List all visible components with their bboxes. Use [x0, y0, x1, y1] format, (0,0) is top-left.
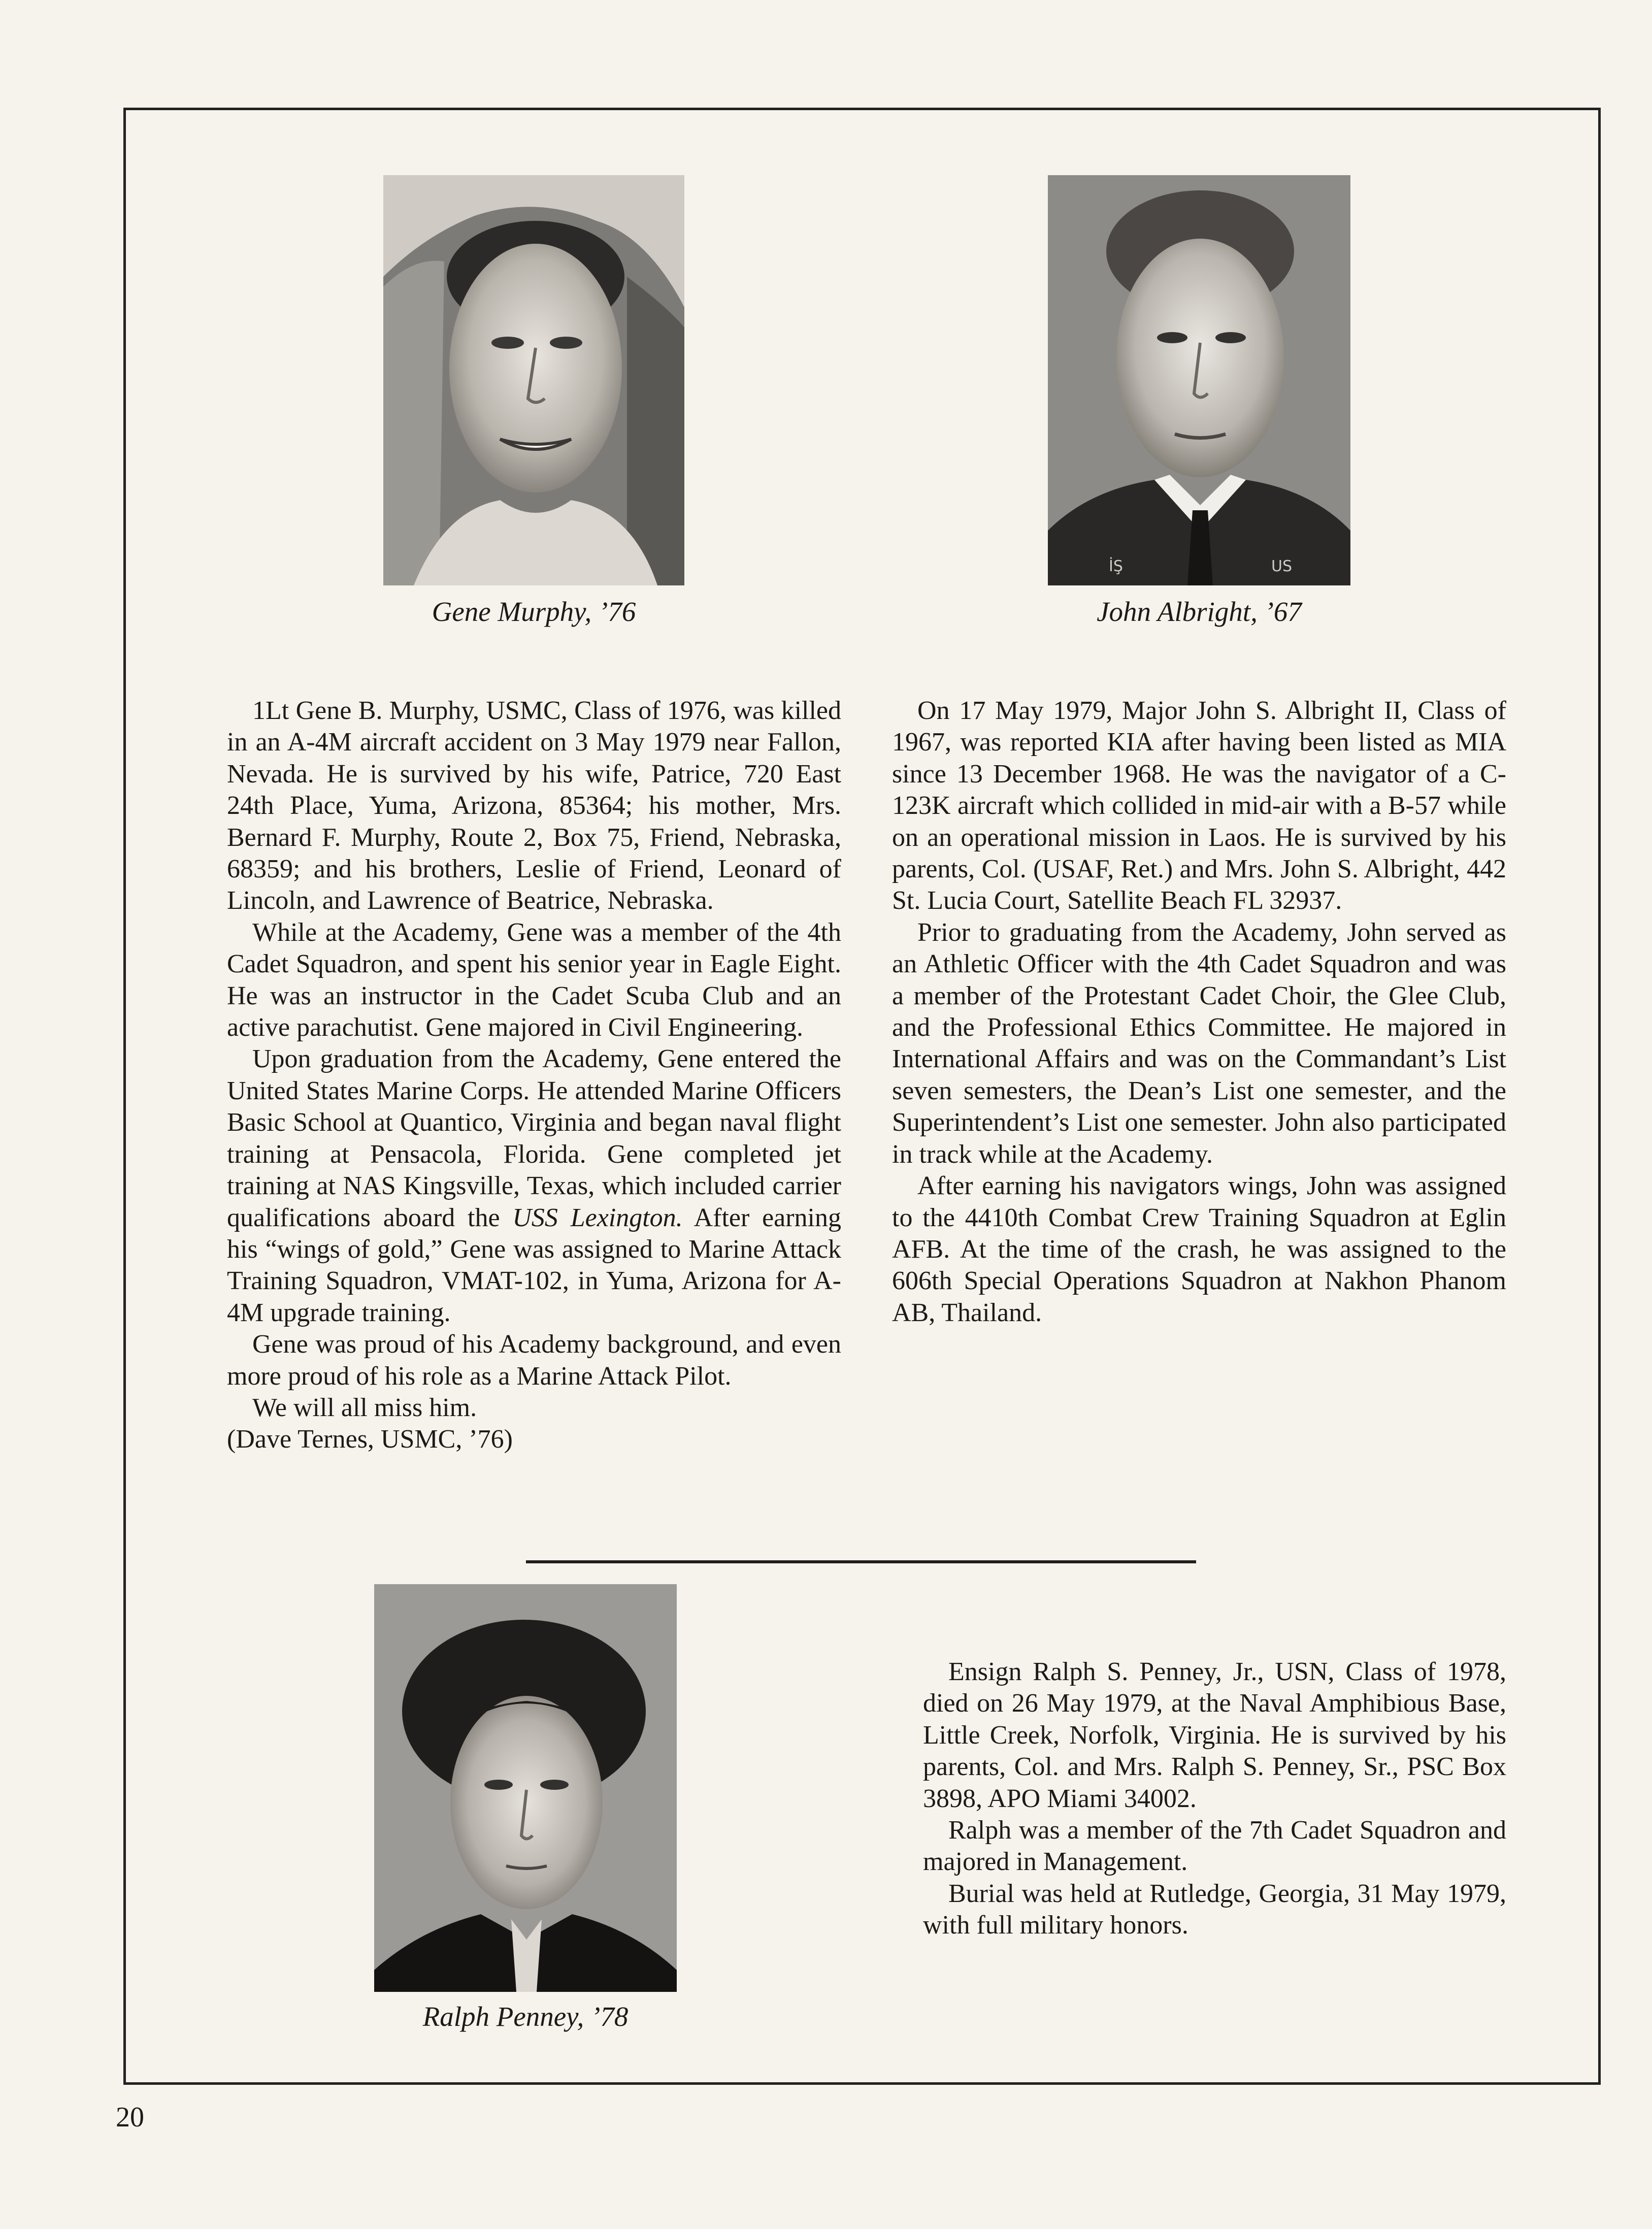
paragraph	[227, 1043, 841, 1329]
collar-insignia-left: İŞ	[1109, 558, 1123, 575]
paragraph: 1Lt Gene B. Murphy, USMC, Class of 1976, was killed in an A-4M aircraft accident on 3 May 1979 near Fallon, Nevada. He is survived by his wife, Patrice, 720 East 24th Place, Yuma, Arizona, 85364; his mother, Mrs. Bernard F. Murphy, Route 2, Box 75, Friend, Nebraska, 68359; and his brothers, Leslie of Friend, Leonard of Lincoln, and Lawrence of Beatrice, Nebraska.	[227, 696, 841, 915]
portrait-photo-john-albright	[1048, 175, 1350, 585]
article-body-john-albright	[892, 695, 1506, 1329]
paragraph: Prior to graduating from the Academy, John served as an Athletic Officer with the 4th Cadet Squadron and was a member of the Protestant Cadet Choir, the Glee Club, and the Professional Ethics Committee. He majored in International Affairs and was on the Commandant’s List seven semesters, the Dean’s List one semester, and the Superintendent’s List one semester. John also participated in track while at the Academy.	[892, 917, 1506, 1169]
paragraph-text: After earning his “wings of gold,” Gene was assigned to Marine Attack Training Squadron, VMAT-102, in Yuma, Arizona for A-4M upgrade training.	[227, 1203, 842, 1327]
paragraph: On 17 May 1979, Major John S. Albright II, Class of 1967, was reported KIA after having been listed as MIA since 13 December 1968. He was the navigator of a C-123K aircraft which collided in mid-air with a B-57 while on an operational mission in Laos. He is survived by his parents, Col. (USAF, Ret.) and Mrs. John S. Albright, 442 St. Lucia Court, Satellite Beach FL 32937.	[892, 696, 1506, 915]
paragraph: After earning his navigators wings, John was assigned to the 4410th Combat Crew Training Squadron at Eglin AFB. At the time of the crash, he was assigned to the 606th Special Operations Squadron at Nakhon Phanom AB, Thailand.	[892, 1171, 1506, 1327]
photo-caption: Gene Murphy, ’76	[432, 596, 636, 627]
photo-caption: John Albright, ’67	[1097, 596, 1302, 627]
article-body-ralph-penney	[923, 1656, 1506, 1942]
paragraph: Ralph was a member of the 7th Cadet Squadron and majored in Management.	[923, 1816, 1506, 1877]
paragraph: Burial was held at Rutledge, Georgia, 31 May 1979, with full military honors.	[923, 1879, 1506, 1940]
paragraph: Gene was proud of his Academy background, and even more proud of his role as a Marine Attack Pilot.	[227, 1330, 841, 1391]
author-signature: (Dave Ternes, USMC, ’76)	[227, 1425, 513, 1454]
page-number: 20	[116, 2102, 144, 2133]
section-divider	[526, 1560, 1196, 1563]
portrait-photo-ralph-penney	[374, 1584, 677, 1992]
ship-name: USS Lexington.	[512, 1203, 683, 1232]
paragraph: Ensign Ralph S. Penney, Jr., USN, Class of 1978, died on 26 May 1979, at the Naval Amphibious Base, Little Creek, Norfolk, Virginia. He is survived by his parents, Col. and Mrs. Ralph S. Penney, Sr., PSC Box 3898, APO Miami 34002.	[923, 1657, 1506, 1813]
paragraph-text: Upon graduation from the Academy, Gene entered the United States Marine Corps. He attended Marine Officers Basic School at Quantico, Virginia and began naval flight training at Pensacola, Florida. Gene completed jet training at NAS Kingsville, Texas, which included carrier qualifications aboard the	[227, 1044, 841, 1232]
article-body-gene-murphy	[227, 695, 841, 1456]
paragraph: We will all miss him.	[252, 1393, 477, 1422]
paragraph: While at the Academy, Gene was a member of the 4th Cadet Squadron, and spent his senior year in Eagle Eight. He was an instructor in the Cadet Scuba Club and an active parachutist. Gene majored in Civil Engineering.	[227, 917, 841, 1042]
photo-caption: Ralph Penney, ’78	[422, 2001, 629, 2032]
collar-insignia-right: US	[1271, 558, 1293, 575]
portrait-photo-gene-murphy	[383, 175, 684, 585]
